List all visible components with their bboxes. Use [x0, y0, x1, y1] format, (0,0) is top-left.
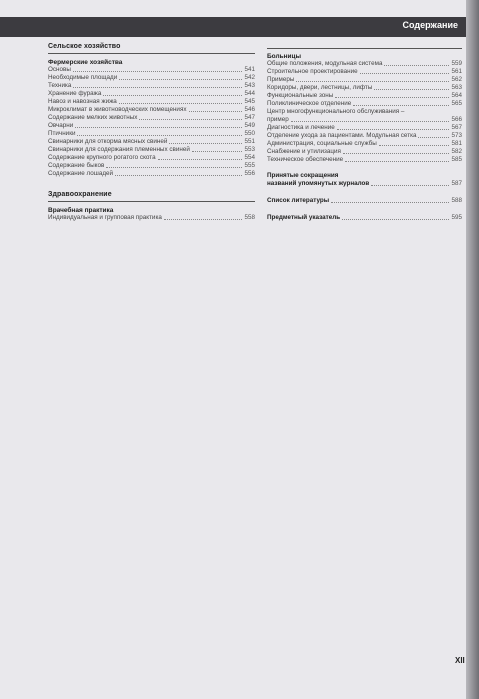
toc-entry-page: 554 — [244, 154, 255, 161]
toc-list-practice — [48, 214, 255, 222]
dot-leader — [73, 87, 242, 88]
toc-entry-page: 565 — [451, 100, 462, 107]
toc-entry-page: 543 — [244, 82, 255, 89]
dot-leader — [342, 219, 449, 220]
toc-entry-title: Содержание крупного рогатого скота — [48, 154, 156, 161]
toc-entry[interactable] — [48, 138, 255, 146]
toc-right-column — [267, 40, 462, 222]
toc-entry-page: 555 — [244, 162, 255, 169]
toc-entry-page: 559 — [451, 60, 462, 67]
toc-entry[interactable] — [267, 124, 462, 132]
dot-leader — [384, 65, 449, 66]
toc-entry[interactable] — [267, 140, 462, 148]
toc-entry[interactable] — [267, 132, 462, 140]
toc-entry-page: 553 — [244, 146, 255, 153]
toc-entry-title: Основы — [48, 66, 71, 73]
toc-entry-title: Поликлиническое отделение — [267, 100, 352, 107]
dot-leader — [418, 137, 449, 138]
toc-entry[interactable] — [48, 122, 255, 130]
toc-entry-title: Принятые сокращения — [267, 172, 339, 179]
toc-entry[interactable] — [48, 146, 255, 154]
toc-entry-title: Примеры — [267, 76, 295, 83]
section-title-agriculture: Сельское хозяйство — [48, 43, 121, 50]
toc-entry[interactable] — [48, 154, 255, 162]
toc-entry-page: 541 — [244, 66, 255, 73]
toc-entry-page: 550 — [244, 130, 255, 137]
header-bar — [0, 17, 466, 37]
toc-entry[interactable] — [267, 68, 462, 76]
toc-entry[interactable] — [267, 60, 462, 68]
dot-leader — [73, 71, 243, 72]
toc-entry-page: 582 — [451, 148, 462, 155]
dot-leader — [192, 151, 243, 152]
toc-entry-title: Свинарники для содержания племенных свиней — [48, 146, 190, 153]
toc-entry-page: 563 — [451, 84, 462, 91]
toc-entry-page: 547 — [244, 114, 255, 121]
toc-entry[interactable] — [267, 84, 462, 92]
page-title: Содержание — [402, 20, 458, 30]
dot-leader — [75, 127, 242, 128]
toc-entry-page: 573 — [451, 132, 462, 139]
toc-entry-title: Предметный указатель — [267, 214, 341, 221]
toc-entry-title: Микроклимат в животноводческих помещениях — [48, 106, 187, 113]
toc-entry-title: Птичники — [48, 130, 76, 137]
dot-leader — [103, 95, 242, 96]
toc-entry-page: 585 — [451, 156, 462, 163]
dot-leader — [296, 81, 449, 82]
toc-entry-title: Общие положения, модульная система — [267, 60, 383, 67]
toc-entry-title: Центр многофункционального обслуживания – — [267, 108, 405, 115]
book-spine-edge — [466, 0, 479, 699]
dot-leader — [379, 145, 450, 146]
dot-leader — [353, 105, 449, 106]
toc-entry-page: 581 — [451, 140, 462, 147]
toc-entry-page: 588 — [451, 197, 462, 204]
toc-entry[interactable] — [48, 214, 255, 222]
toc-entry-title: Администрация, социальные службы — [267, 140, 377, 147]
toc-entry[interactable] — [48, 74, 255, 82]
dot-leader — [331, 202, 449, 203]
toc-entry[interactable] — [48, 66, 255, 74]
toc-entry[interactable] — [48, 98, 255, 106]
dot-leader — [189, 111, 243, 112]
toc-list-hospitals — [267, 60, 462, 108]
toc-entry-page: 566 — [451, 116, 462, 123]
dot-leader — [77, 135, 242, 136]
toc-entry-page: 544 — [244, 90, 255, 97]
toc-entry-title: названий упомянутых журналов — [267, 180, 370, 187]
toc-entry[interactable] — [267, 148, 462, 156]
page-number: XII — [455, 656, 465, 665]
dot-leader — [291, 121, 450, 122]
toc-entry-title: Коридоры, двери, лестницы, лифты — [267, 84, 373, 91]
toc-entry-page: 542 — [244, 74, 255, 81]
toc-entry-title: пример — [267, 116, 289, 123]
toc-entry[interactable] — [267, 156, 462, 164]
toc-entry[interactable] — [48, 106, 255, 114]
toc-entry-title: Список литературы — [267, 197, 330, 204]
toc-entry[interactable] — [48, 114, 255, 122]
toc-entry-title: Содержание лошадей — [48, 170, 114, 177]
toc-entry-title: Диагностика и лечение — [267, 124, 335, 131]
toc-entry-page: 556 — [244, 170, 255, 177]
subsection-title-farms: Фермерские хозяйства — [48, 59, 123, 66]
toc-entry[interactable] — [48, 170, 255, 178]
toc-entry-title: Техническое обеспечение — [267, 156, 344, 163]
toc-entry-page: 567 — [451, 124, 462, 131]
toc-entry-title: Овчарни — [48, 122, 74, 129]
toc-entry-title: Снабжение и утилизация — [267, 148, 341, 155]
toc-entry-title: Индивидуальная и групповая практика — [48, 214, 162, 221]
toc-entry[interactable] — [267, 197, 462, 205]
dot-leader — [106, 167, 242, 168]
toc-entry[interactable] — [267, 76, 462, 84]
toc-entry[interactable] — [48, 130, 255, 138]
toc-left-column — [48, 40, 255, 222]
toc-entry[interactable] — [267, 92, 462, 100]
toc-entry-page: 562 — [451, 76, 462, 83]
subsection-title-practice: Врачебная практика — [48, 207, 114, 214]
toc-entry-page: 595 — [451, 214, 462, 221]
toc-list-hospitals-cont — [267, 124, 462, 164]
toc-entry-title: Хранение фуража — [48, 90, 102, 97]
toc-entry[interactable] — [267, 116, 462, 124]
toc-entry[interactable] — [48, 82, 255, 90]
toc-entry-page: 551 — [244, 138, 255, 145]
toc-entry-title: Содержание мелких животных — [48, 114, 138, 121]
toc-list-farms — [48, 66, 255, 178]
toc-entry-page: 564 — [451, 92, 462, 99]
subsection-title-hospitals: Больницы — [267, 53, 302, 60]
dot-leader — [169, 143, 242, 144]
dot-leader — [360, 73, 450, 74]
toc-entry[interactable] — [48, 90, 255, 98]
toc-entry-page: 561 — [451, 68, 462, 75]
toc-entry-title: Свинарники для откорма мясных свиней — [48, 138, 168, 145]
dot-leader — [371, 185, 449, 186]
dot-leader — [115, 175, 242, 176]
dot-leader — [335, 97, 449, 98]
toc-entry-page: 558 — [244, 214, 255, 221]
dot-leader — [119, 103, 243, 104]
toc-entry[interactable] — [267, 180, 462, 188]
dot-leader — [337, 129, 450, 130]
toc-entry-title: Техника — [48, 82, 72, 89]
section-title-health: Здравоохранение — [48, 191, 112, 198]
toc-entry-page: 545 — [244, 98, 255, 105]
dot-leader — [139, 119, 242, 120]
toc-entry-title: Навоз и навозная жижа — [48, 98, 117, 105]
dot-leader — [119, 79, 242, 80]
dot-leader — [343, 153, 450, 154]
dot-leader — [164, 219, 243, 220]
dot-leader — [158, 159, 243, 160]
dot-leader — [345, 161, 449, 162]
toc-entry-page: 587 — [451, 180, 462, 187]
toc-entry[interactable] — [48, 162, 255, 170]
toc-entry-title: Содержание быков — [48, 162, 105, 169]
toc-entry[interactable] — [267, 100, 462, 108]
toc-entry-title: Строительное проектирование — [267, 68, 358, 75]
toc-entry-title: Функциональные зоны — [267, 92, 334, 99]
toc-entry-page: 546 — [244, 106, 255, 113]
dot-leader — [374, 89, 449, 90]
toc-entry[interactable] — [267, 214, 462, 222]
toc-entry-title: Отделение ухода за пациентами. Модульная сетка — [267, 132, 417, 139]
toc-entry-page: 549 — [244, 122, 255, 129]
toc-entry-title: Необходимые площади — [48, 74, 118, 81]
